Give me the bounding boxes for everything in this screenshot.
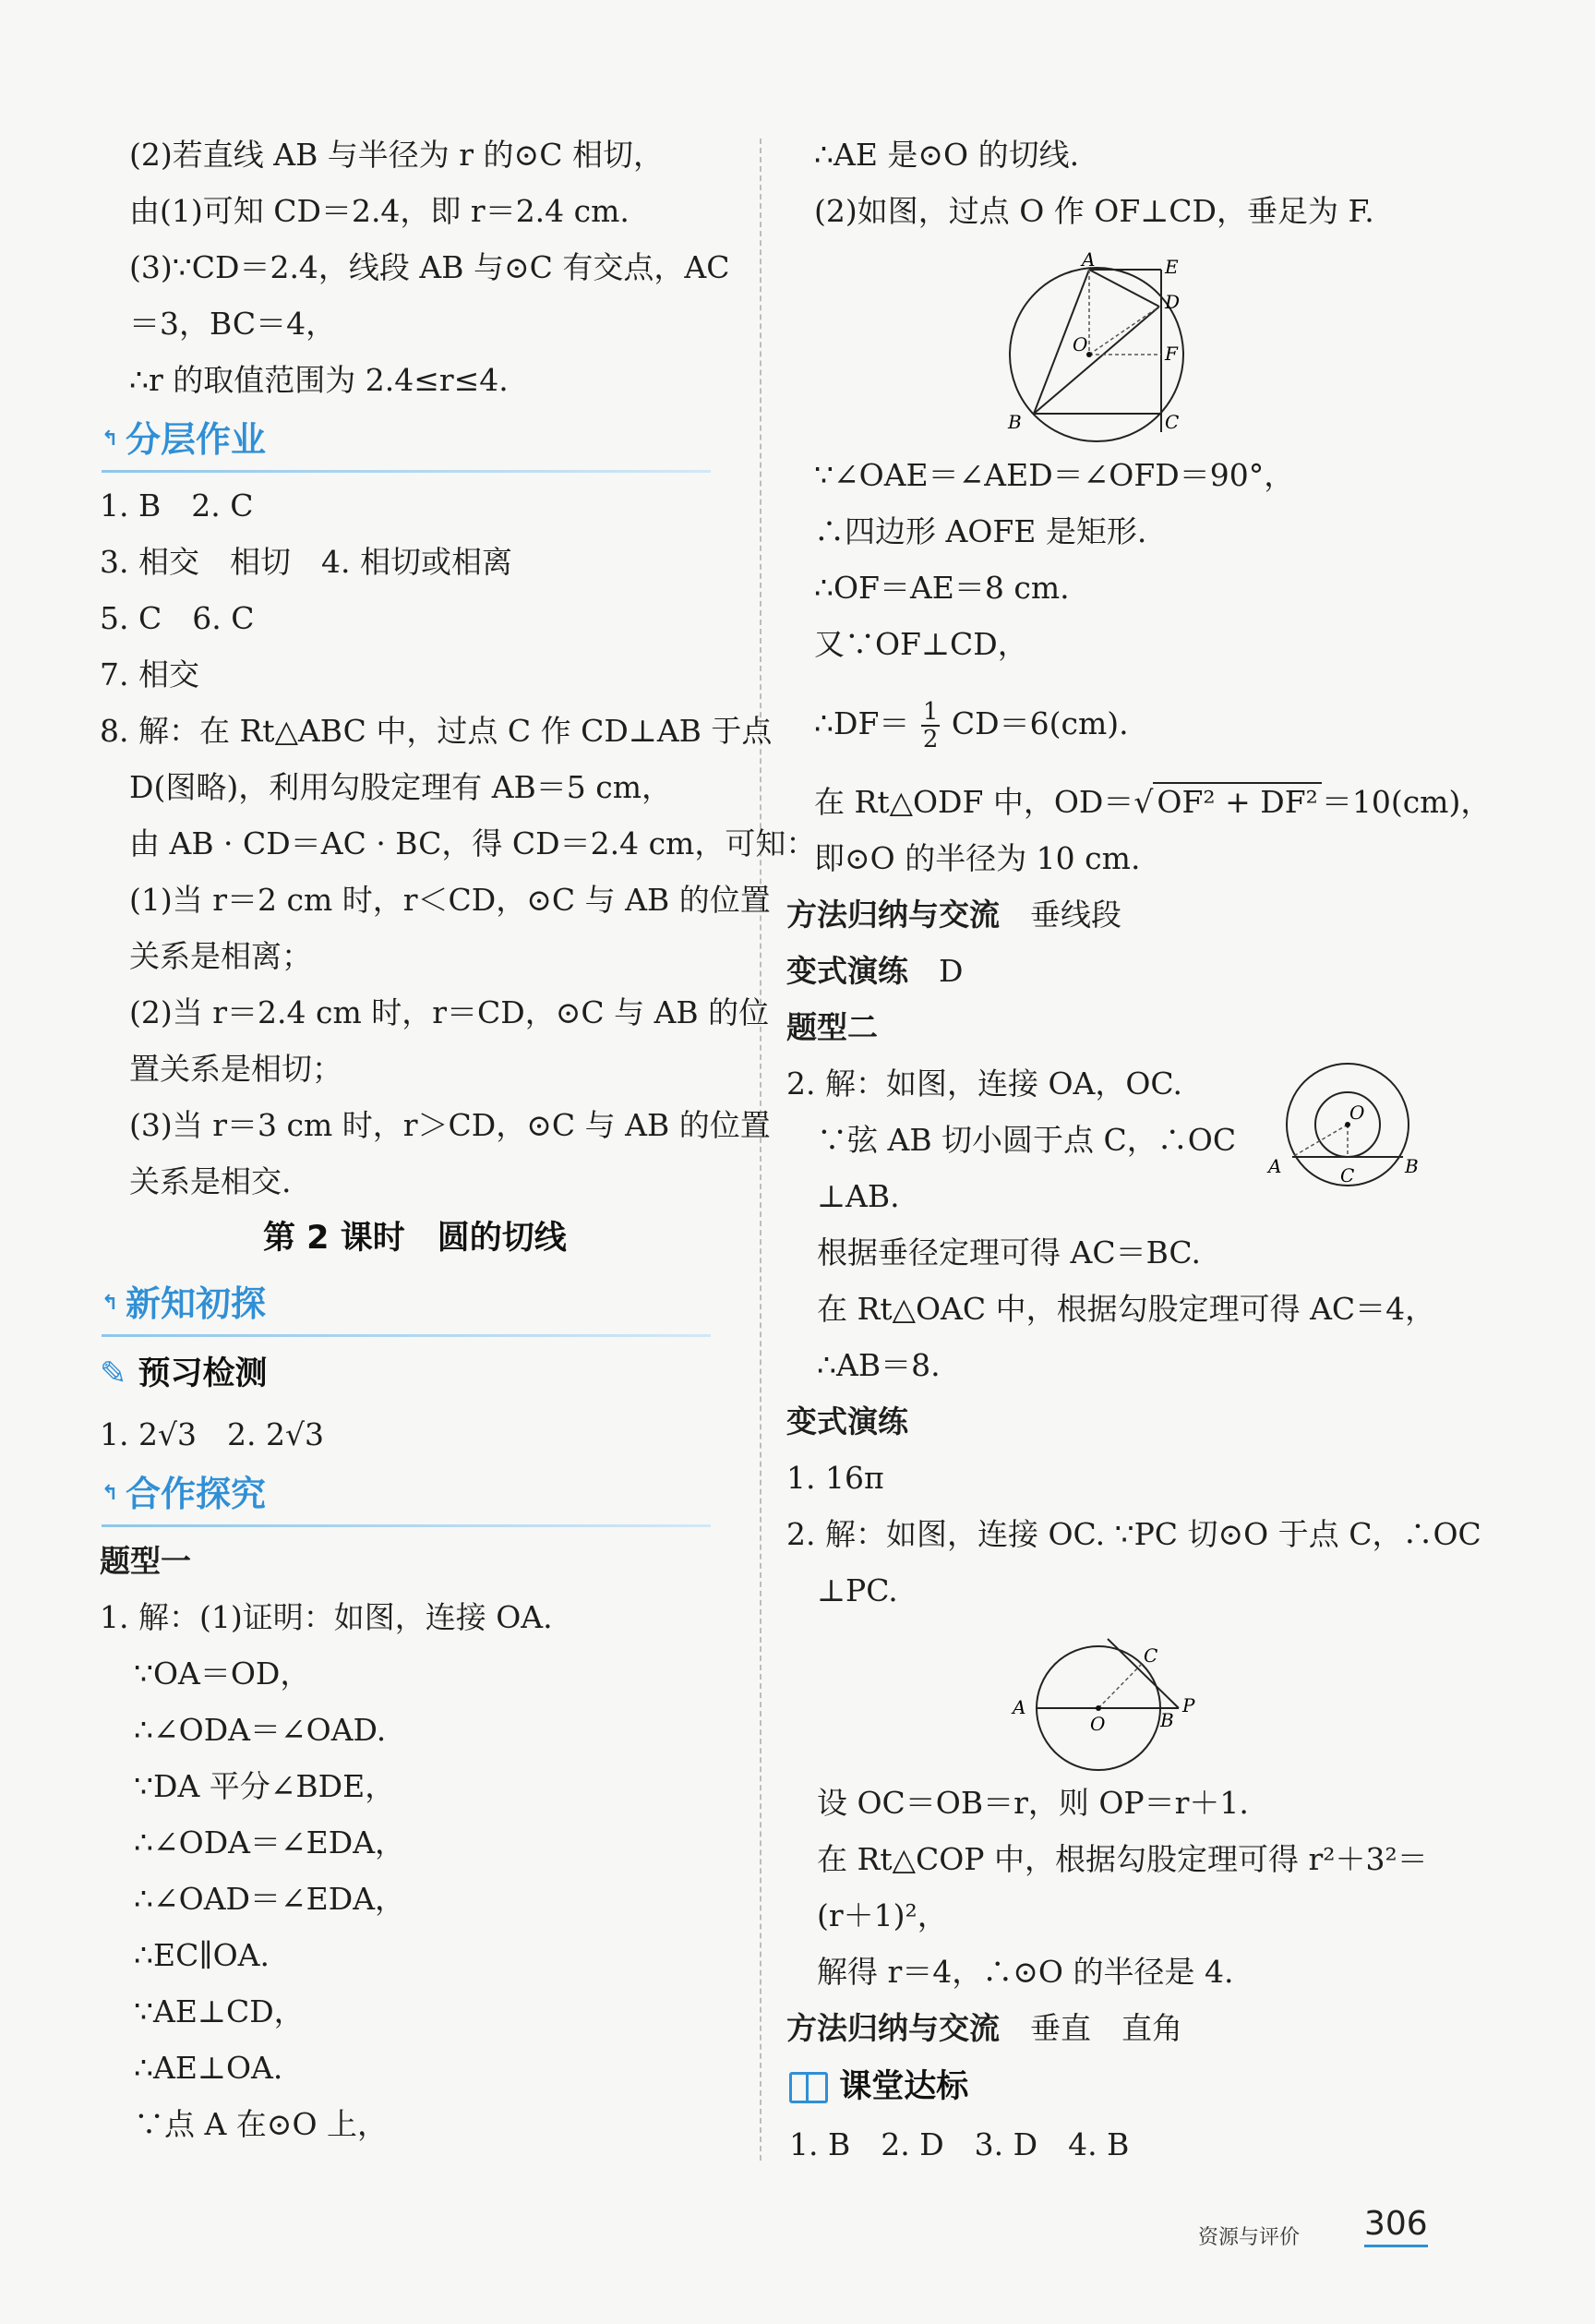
answer-line: (1)当 r＝2 cm 时，r＜CD，⊙C 与 AB 的位置	[129, 882, 771, 918]
subsection-class	[789, 2065, 968, 2108]
answer-line: 关系是相离；	[129, 938, 312, 974]
section-underline	[102, 470, 711, 473]
section-title: 分层作业	[126, 419, 267, 460]
figure-tangent-circle	[1001, 1634, 1214, 1777]
sqrt-line	[814, 781, 1491, 824]
solution-line: ∴∠ODA＝∠EDA，	[134, 1824, 406, 1860]
solution-line: (2)如图，过点 O 作 OF⊥CD，垂足为 F.	[814, 193, 1374, 229]
text-line: ＝3，BC＝4，	[129, 306, 337, 342]
solution-line: 又∵OF⊥CD，	[814, 626, 1028, 662]
section-title: 合作探究	[126, 1474, 267, 1514]
solution-line: 1. 解：(1)证明：如图，连接 OA.	[100, 1599, 553, 1635]
solution-line: 在 Rt△OAC 中，根据勾股定理可得 AC＝4，	[817, 1291, 1436, 1327]
expr-prefix: 在 Rt△ODF 中，OD＝	[814, 784, 1134, 820]
footer-label: 资源与评价	[1198, 2226, 1301, 2249]
expr-suffix: ＝10(cm)，	[1321, 784, 1492, 820]
text-line: (2)若直线 AB 与半径为 r 的⊙C 相切，	[129, 137, 664, 173]
solution-line: 即⊙O 的半径为 10 cm.	[814, 840, 1141, 876]
subsection-title: 预习检测	[138, 1355, 268, 1392]
solution-line: ⊥PC.	[817, 1572, 898, 1608]
solution-line: ∴AE⊥OA.	[134, 2050, 283, 2086]
solution-line: ∵OA＝OD，	[134, 1656, 311, 1692]
section-heading-new	[102, 1278, 266, 1333]
solution-line: ∵AE⊥CD，	[134, 1993, 305, 2029]
answer-line: 置关系是相切；	[129, 1051, 342, 1087]
answer-line: 1. 2√3 2. 2√3	[100, 1416, 324, 1452]
answer-line: 关系是相交.	[129, 1163, 292, 1199]
section-marker-icon: ↰	[102, 1482, 119, 1505]
label-b: B	[1405, 1155, 1419, 1177]
expr-suffix: CD＝6(cm).	[951, 705, 1129, 741]
answer-line: (2)当 r＝2.4 cm 时，r＝CD，⊙C 与 AB 的位	[129, 994, 770, 1030]
label-a: A	[1013, 1696, 1026, 1718]
type-heading: 题型二	[786, 1009, 878, 1045]
solution-line: ∴∠ODA＝∠OAD.	[134, 1712, 387, 1748]
solution-line: ∴四边形 AOFE 是矩形.	[814, 513, 1147, 549]
fraction-line	[814, 699, 1129, 753]
label-o: O	[1349, 1102, 1365, 1124]
label-d: D	[1165, 291, 1181, 313]
figure-circle-rectangle	[997, 251, 1209, 445]
section-marker-icon: ↰	[102, 427, 119, 451]
variant-label: 变式演练	[786, 953, 908, 989]
solution-line: 2. 解：如图，连接 OA，OC.	[786, 1066, 1182, 1102]
method-line	[786, 894, 1121, 936]
label-c: C	[1165, 411, 1180, 433]
fraction-denominator: 2	[922, 726, 939, 753]
section-underline	[102, 1524, 711, 1527]
label-a: A	[1082, 251, 1096, 271]
solution-line: 解得 r＝4，∴⊙O 的半径是 4.	[817, 1954, 1234, 1990]
text-line: 由(1)可知 CD＝2.4，即 r＝2.4 cm.	[129, 193, 630, 229]
label-b: B	[1160, 1709, 1174, 1731]
label-o: O	[1073, 333, 1088, 355]
label-c: C	[1144, 1644, 1158, 1667]
solution-line: ∴OF＝AE＝8 cm.	[814, 570, 1070, 606]
sqrt-sign-icon: √	[1133, 784, 1154, 820]
method-answer: 垂线段	[1030, 897, 1121, 933]
answer-line: 1. 16π	[786, 1460, 884, 1496]
label-p: P	[1182, 1694, 1195, 1716]
section-heading-layered	[102, 414, 266, 469]
answer-line: 3. 相交 相切 4. 相切或相离	[100, 544, 512, 580]
answer-line: 由 AB · CD＝AC · BC，得 CD＝2.4 cm，可知：	[129, 825, 817, 861]
method-label: 方法归纳与交流	[786, 2010, 1000, 2046]
label-o: O	[1090, 1713, 1106, 1735]
section-underline	[102, 1334, 711, 1337]
page-number: 306	[1364, 2205, 1428, 2247]
solution-line: ∴∠OAD＝∠EDA，	[134, 1881, 406, 1917]
section-heading-coop	[102, 1468, 266, 1523]
solution-line: 设 OC＝OB＝r，则 OP＝r＋1.	[817, 1785, 1249, 1821]
column-divider	[760, 138, 762, 2161]
label-e: E	[1165, 256, 1179, 278]
solution-line: 2. 解：如图，连接 OC. ∵PC 切⊙O 于点 C，∴OC	[786, 1516, 1481, 1552]
method-label: 方法归纳与交流	[786, 897, 1000, 933]
answer-line: 7. 相交	[100, 656, 199, 692]
method-line	[786, 2007, 1182, 2050]
subsection-title: 课堂达标	[839, 2068, 969, 2105]
answer-line: 5. C 6. C	[100, 600, 255, 636]
variant-line	[786, 950, 963, 993]
label-f: F	[1165, 343, 1178, 365]
section-marker-icon: ↰	[102, 1292, 119, 1315]
label-a: A	[1268, 1155, 1282, 1177]
solution-line: ∴AE 是⊙O 的切线.	[814, 137, 1080, 173]
label-c: C	[1340, 1164, 1355, 1186]
solution-line: ∵点 A 在⊙O 上，	[134, 2106, 389, 2142]
solution-line: ∴EC∥OA.	[134, 1937, 270, 1973]
section-title: 新知初探	[126, 1283, 267, 1324]
solution-line: 根据垂径定理可得 AC＝BC.	[817, 1234, 1201, 1270]
solution-line: ∵弦 AB 切小圆于点 C，∴OC	[817, 1122, 1237, 1158]
subsection-preview	[100, 1353, 268, 1395]
text-line: (3)∵CD＝2.4，线段 AB 与⊙C 有交点，AC	[129, 249, 730, 285]
answer-line: 1. B 2. D 3. D 4. B	[789, 2126, 1130, 2162]
solution-line: (r＋1)²，	[817, 1897, 948, 1933]
label-b: B	[1008, 411, 1022, 433]
answer-line: 8. 解：在 Rt△ABC 中，过点 C 作 CD⊥AB 于点	[100, 713, 773, 749]
expr-prefix: ∴DF＝	[814, 705, 910, 741]
lesson-title: 第 2 课时 圆的切线	[263, 1220, 567, 1257]
variant-heading: 变式演练	[786, 1403, 908, 1439]
answer-line: 1. B 2. C	[100, 488, 254, 524]
book-icon	[789, 2072, 828, 2103]
figure-concentric-circles	[1263, 1062, 1429, 1196]
solution-line: ∵DA 平分∠BDE，	[134, 1768, 396, 1804]
text-line: ∴r 的取值范围为 2.4≤r≤4.	[129, 362, 509, 398]
sqrt-radicand: OF² + DF²	[1153, 782, 1321, 820]
solution-line: ∴AB＝8.	[817, 1347, 941, 1383]
answer-line: (3)当 r＝3 cm 时，r＞CD，⊙C 与 AB 的位置	[129, 1107, 771, 1143]
solution-line: ∵∠OAE＝∠AED＝∠OFD＝90°，	[814, 457, 1295, 493]
solution-line: ⊥AB.	[817, 1178, 900, 1214]
fraction-numerator: 1	[922, 698, 939, 726]
pencil-icon: ✎	[100, 1355, 127, 1392]
variant-answer: D	[939, 953, 964, 989]
answer-line: D(图略)，利用勾股定理有 AB＝5 cm，	[129, 769, 673, 805]
solution-line: 在 Rt△COP 中，根据勾股定理可得 r²＋3²＝	[817, 1841, 1428, 1877]
type-heading: 题型一	[100, 1543, 191, 1579]
method-answer: 垂直 直角	[1030, 2010, 1182, 2046]
